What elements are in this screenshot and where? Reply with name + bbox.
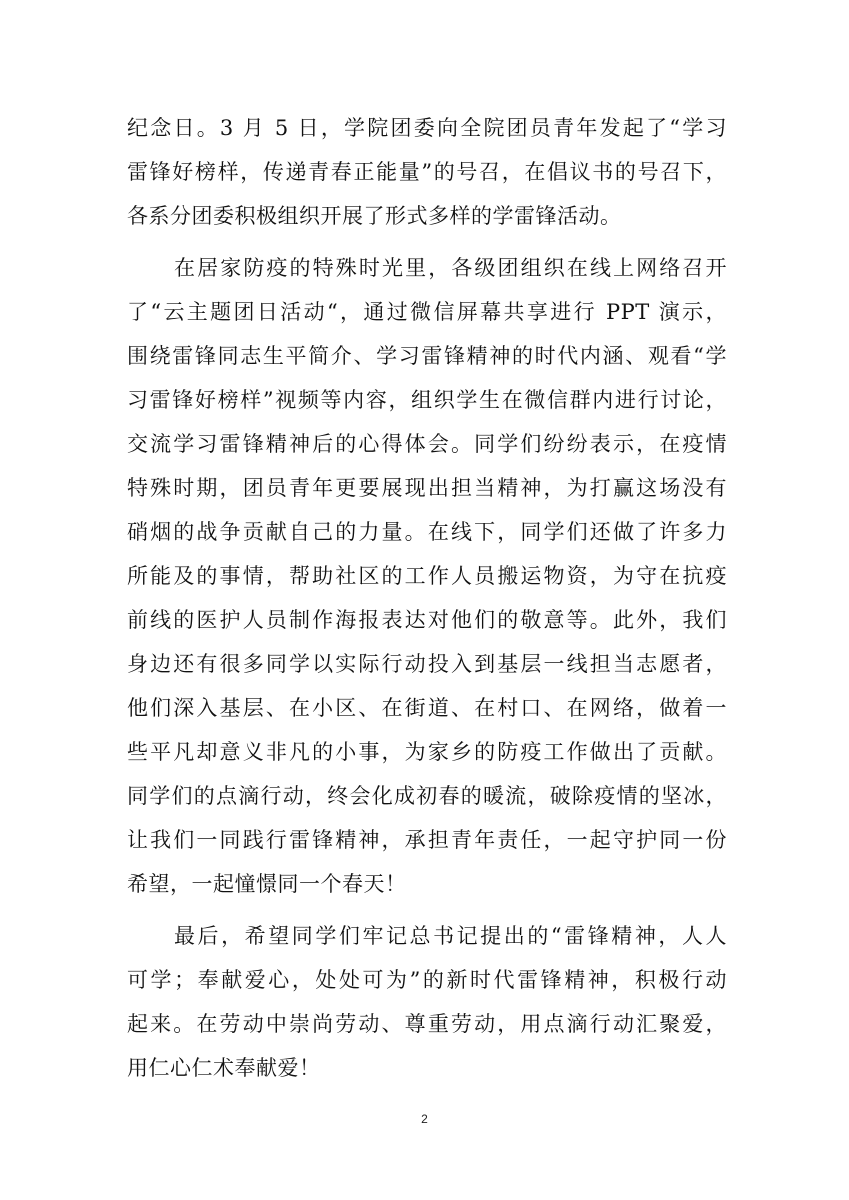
paragraph-gap [127,906,727,914]
paragraph-2-line-6: 特殊时期，团员青年更要展现出担当精神，为打赢这场没有 [127,476,727,500]
paragraph-2-line-15: 希望，一起憧憬同一个春天！ [127,872,407,896]
paragraph-3-line-4: 用仁心仁术奉献爱！ [127,1056,321,1080]
paragraph-2-line-8: 所能及的事情，帮助社区的工作人员搬运物资，为守在抗疫 [127,564,727,588]
paragraph-2-line-14: 让我们一同践行雷锋精神，承担青年责任，一起守护同一份 [127,828,727,852]
paragraph-gap [127,238,727,246]
paragraph-1-line-2: 雷锋好榜样，传递青春正能量”的号召，在倡议书的号召下， [127,160,727,184]
paragraph-2-line-13: 同学们的点滴行动，终会化成初春的暖流，破除疫情的坚冰， [127,784,727,808]
paragraph-2-line-7: 硝烟的战争贡献自己的力量。在线下，同学们还做了许多力 [127,520,727,544]
paragraph-3-line-3: 起来。在劳动中崇尚劳动、尊重劳动，用点滴行动汇聚爱， [127,1012,727,1036]
body-text [127,106,727,1090]
paragraph-2-line-2: 了“云主题团日活动“，通过微信屏幕共享进行 PPT 演示， [127,300,727,324]
paragraph-2-line-4: 习雷锋好榜样”视频等内容，组织学生在微信群内进行讨论， [127,388,727,412]
paragraph-2-line-11: 他们深入基层、在小区、在街道、在村口、在网络，做着一 [127,696,727,720]
paragraph-3-line-1: 最后，希望同学们牢记总书记提出的“雷锋精神，人人 [174,924,727,948]
paragraph-2-line-12: 些平凡却意义非凡的小事，为家乡的防疫工作做出了贡献。 [127,740,727,764]
paragraph-3-line-2: 可学；奉献爱心，处处可为”的新时代雷锋精神，积极行动 [127,968,727,992]
paragraph-1-line-3: 各系分团委积极组织开展了形式多样的学雷锋活动。 [127,204,622,228]
paragraph-2-line-5: 交流学习雷锋精神后的心得体会。同学们纷纷表示，在疫情 [127,432,727,456]
paragraph-2-line-1: 在居家防疫的特殊时光里，各级团组织在线上网络召开 [174,256,727,280]
paragraph-1-line-1: 纪念日。3 月 5 日，学院团委向全院团员青年发起了“学习 [127,116,727,140]
page-number: 2 [421,1112,428,1126]
paragraph-2-line-10: 身边还有很多同学以实际行动投入到基层一线担当志愿者， [127,652,727,676]
paragraph-2-line-9: 前线的医护人员制作海报表达对他们的敬意等。此外，我们 [127,608,727,632]
paragraph-2-line-3: 围绕雷锋同志生平简介、学习雷锋精神的时代内涵、观看“学 [127,344,727,368]
